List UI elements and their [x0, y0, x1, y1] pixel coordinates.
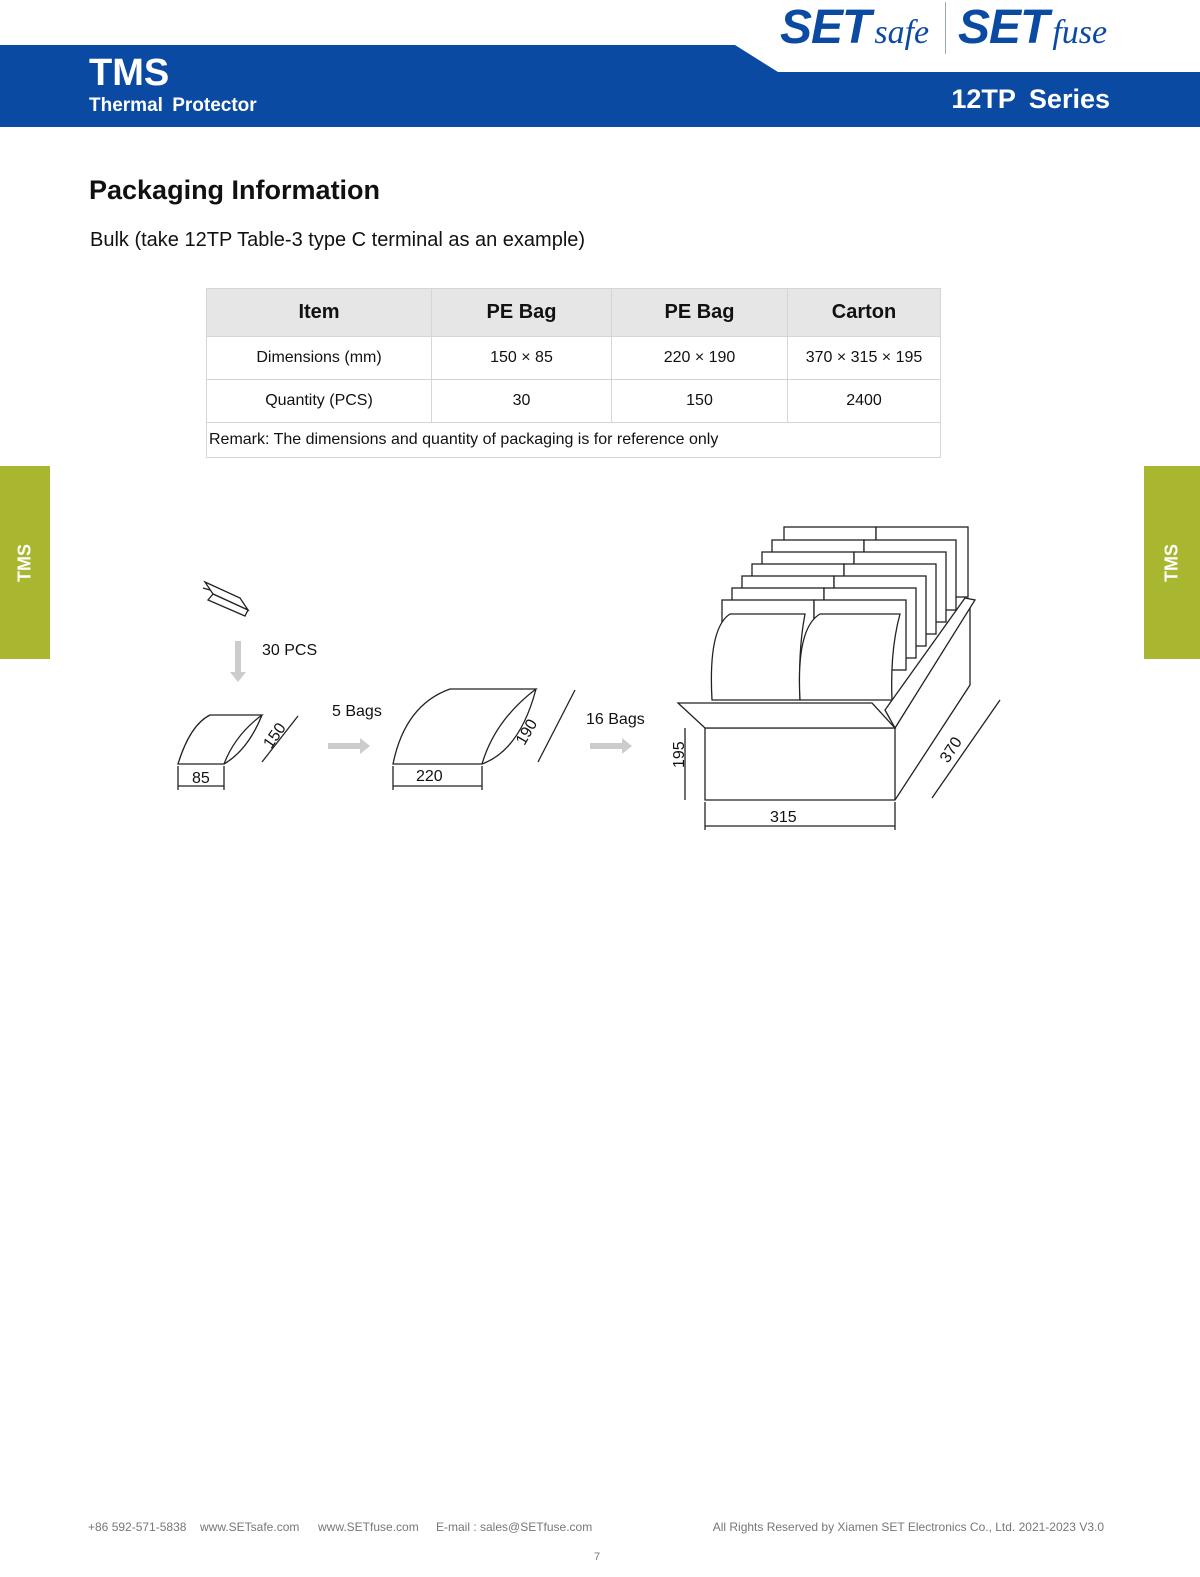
- table-cell: 150 × 85: [432, 337, 612, 380]
- carton-width: 315: [770, 809, 797, 826]
- bag1-width: 85: [192, 770, 210, 787]
- right-arrow-icon: [328, 738, 370, 754]
- table-cell: 150: [612, 380, 788, 423]
- footer-email[interactable]: E-mail : sales@SETfuse.com: [436, 1520, 593, 1534]
- product-subtitle: Thermal Protector: [89, 95, 257, 116]
- product-family: TMS: [89, 52, 170, 94]
- table-cell: 220 × 190: [612, 337, 788, 380]
- bag2-height: 190: [513, 716, 542, 749]
- table-row: [207, 380, 941, 423]
- carton-box: [678, 527, 1000, 830]
- column-header: PE Bag: [432, 289, 612, 337]
- footer-link-setfuse[interactable]: www.SETfuse.com: [318, 1520, 419, 1534]
- bag1-height: 150: [260, 720, 290, 752]
- footer-phone: +86 592-571-5838: [88, 1520, 187, 1534]
- side-tab-right: TMS: [1144, 466, 1200, 659]
- qty-30pcs: 30 PCS: [262, 642, 318, 659]
- table-remark: Remark: The dimensions and quantity of packaging is for reference only: [207, 423, 941, 458]
- qty-5bags: 5 Bags: [332, 703, 382, 720]
- bag2-width: 220: [416, 768, 443, 785]
- side-tab-left: TMS: [0, 466, 50, 659]
- section-title: Packaging Information: [89, 175, 381, 205]
- setsafe-logo: SET safe: [780, 1, 930, 54]
- table-cell: Quantity (PCS): [207, 380, 432, 423]
- component-icon: [203, 582, 248, 616]
- section-intro: Bulk (take 12TP Table-3 type C terminal as an example): [90, 229, 586, 251]
- table-header-row: [207, 289, 941, 337]
- table-cell: 30: [432, 380, 612, 423]
- setfuse-logo: SET fuse: [958, 1, 1108, 54]
- table-cell: 2400: [788, 380, 941, 423]
- table-cell: Dimensions (mm): [207, 337, 432, 380]
- table-row: [207, 337, 941, 380]
- column-header: PE Bag: [612, 289, 788, 337]
- footer-link-setsafe[interactable]: www.SETsafe.com: [200, 1520, 300, 1534]
- series-label: 12TP Series: [951, 84, 1110, 114]
- logo-divider: [945, 2, 946, 54]
- footer-copyright: All Rights Reserved by Xiamen SET Electronics Co., Ltd. 2021-2023 V3.0: [712, 1520, 1104, 1534]
- table-remark-row: [207, 423, 941, 458]
- packaging-diagram: [0, 500, 1200, 850]
- packaging-table: [206, 288, 941, 458]
- page-number: 7: [594, 1551, 601, 1563]
- right-arrow-icon: [590, 738, 632, 754]
- qty-16bags: 16 Bags: [586, 711, 645, 728]
- column-header: Carton: [788, 289, 941, 337]
- carton-depth: 370: [937, 734, 966, 767]
- table-cell: 370 × 315 × 195: [788, 337, 941, 380]
- down-arrow-icon: [230, 641, 246, 682]
- carton-height: 195: [671, 741, 688, 768]
- column-header: Item: [207, 289, 432, 337]
